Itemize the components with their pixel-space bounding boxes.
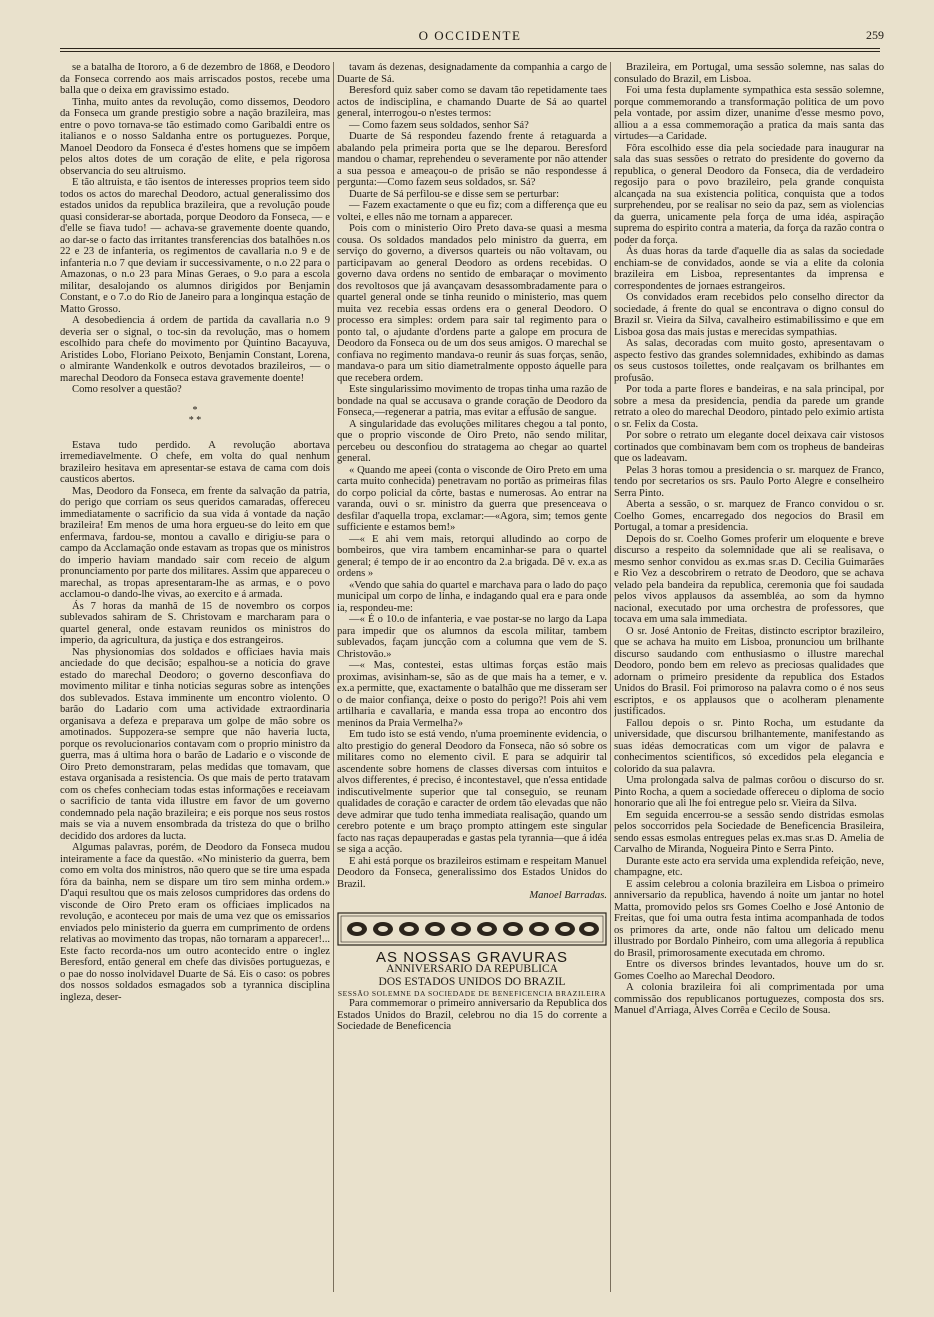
paragraph: Aberta a sessão, o sr. marquez de Franco convidou o sr. Coelho Gomes, encarregado dos negocios do Brasil em Portugal, a tomar a presidencia.: [614, 499, 884, 533]
decorative-ornament-band: [337, 912, 607, 946]
paragraph: Por toda a parte flores e bandeiras, e na sala principal, por sobre a mesa da presidencia, pendia da parede um grande retrato a oleo do marechal Deodoro, pintado pelo eximio artista o sr. Felix da Costa.: [614, 384, 884, 430]
paragraph: Fôra escolhido esse dia pela sociedade para inaugurar na sala das suas sessões o retrato do presidente do governo da republica, o general Deodoro da Fonseca, dia de verdadeiro regosijo para o povo brazileiro, pela grande conquista alcançada na sua existencia politica, conquista que a todos surprehendeu, por se realisar no seio da paz, sem as violencias da guerra, unicamente pela força de uma idéa, aspiração suprema do espirito contra a materia, da força da razão contra o poder da força.: [614, 142, 884, 246]
paragraph: A singularidade das evoluções militares chegou a tal ponto, que o proprio visconde de Oiro Preto, não sendo militar, percebeu ou desconfiou do stratagema ao chegar ao quartel general.: [337, 418, 607, 464]
paragraph: Nas physionomias dos soldados e officiaes havia mais anciedade do que decisão; espalhou-se a noticia do grave estado do marechal Deodoro; o governo desconfiava do movimento militar e tinha noticias seguras sobre as intenções dos sublevados. Estava imminente um encontro violento. O barão do Ladario com uma actividade extraordinaria organisava a defeza e preparava um golpe de mão sobre os amotinados. Suppozera-se sempre que não haveria lucta, porque os revolucionarios contavam com o proprio ministro da guerra, mas á ultima hora o barão de Ladario e o visconde de Oiro Preto demonstraram, pelas medidas que tomavam, que estava organisada a resistencia. Os que mais de perto tratavam com os chefes conheciam todas estas informações e receiavam o sacrificio de tanta vida illustre em favor de um governo condemnado pela nação brazileira; e eis porque nos seus rostos mais se via a nuvem ensombrada da tristeza do que o brilho decidido dos ardores da lucta.: [60, 646, 330, 842]
paragraph: Este singularissimo movimento de tropas tinha uma razão de bondade na qual se accusava o grande coração de Deodoro da Fonseca,—regenerar a patria, mas evitar a effusão de sangue.: [337, 384, 607, 418]
paragraph: —« E ahi vem mais, retorqui alludindo ao corpo de bombeiros, que vira tambem encaminhar-se para o quartel general; é tempo de ir ao encontro da 2.a brigada. Dê v. ex.a as ordens »: [337, 533, 607, 579]
paragraph: Como resolver a questão?: [72, 384, 182, 395]
paragraph: A desobediencia á ordem de partida da cavallaria n.o 9 deveria ser o signal, o toc-sin da revolução, mas o homem escolhido para chefe do movimento por Quintino Bacayuva, Aristides Lobo, Floriano Peixoto, Benjamin Constant, Lorena, o almirante Wandenkolk e outros devotados brazileiros, — o marechal Deodoro da Fonseca estava gravemente doente!: [60, 315, 330, 384]
article-columns: [60, 62, 884, 1292]
paragraph: —« É o 10.o de infanteria, e vae postar-se no largo da Lapa para impedir que os alumnos da escola militar, tambem sublevados, façam juncção com a columna que vem de S. Christovão.»: [337, 614, 607, 660]
paragraph: Mas, Deodoro da Fonseca, em frente da salvação da patria, do perigo que corriam os seus queridos camaradas, offereceu immediatamente o sacrificio da sua vida á vontade da nação brazileira! Em menos de uma hora ergueu-se do leito em que enfermava, fardou-se, montou a cavallo e dirigiu-se para o campo da Acclamação onde estavam as tropas que os ministros do imperio haviam mandado sair com receio de algum pronunciamento por parte dos militares. Assim que appareceu o marechal, as tropas apresentaram-lhe as armas, e o povo acclamou-o dando-lhe vivas, ao exercito e á armada.: [60, 485, 330, 600]
paragraph: Por sobre o retrato um elegante docel deixava cair vistosos cortinados que combinavam bem com os tropheus de bandeiras que os ladeavam.: [614, 430, 884, 464]
paragraph: Beresford quiz saber como se davam tão repetidamente taes actos de indisciplina, e chamando Duarte de Sá ao quartel general, interrogou-o n'estes termos:: [337, 85, 607, 119]
author-signature: Manoel Barradas.: [529, 890, 607, 901]
page-number: 259: [866, 28, 884, 42]
paragraph: Duarte de Sá perfilou-se e disse sem se perturbar:: [349, 188, 560, 200]
paragraph: se a batalha de Itororo, a 6 de dezembro de 1868, e Deodoro da Fonseca correndo aos mais arriscados postos, recebe uma balla que o deixa em gravissimo estado.: [60, 62, 330, 96]
paragraph: «Vendo que sahia do quartel e marchava para o lado do paço municipal um corpo de linha, e indagando qual era e para onde ia, respondeu-me:: [337, 579, 607, 614]
paragraph: Ás duas horas da tarde d'aquelle dia as salas da sociedade enchiam-se de convidados, aonde se via a elite da colonia brazileira em Lisboa, representantes da imprensa e correspondentes de jornaes estrangeiros.: [614, 246, 884, 292]
asterism-separator: * * *: [188, 404, 202, 426]
page-header: [60, 28, 884, 50]
header-rule: [60, 48, 880, 49]
paragraph: Depois do sr. Coelho Gomes proferir um eloquente e breve discurso a respeito da solemnidade que ali se realisava, o mesmo senhor convidou as ex.mas sr.as D. Cecilia Guimarães e Rio Vez a descobrirem o retrato de Deodoro, que se achava velado pela bandeira da republica, ceremonia que foi saudada pelos vivos applausos da assembléa, ao som da hymno nacional, executado por uma orchestra de professores, que tocava em uma sala immediata.: [614, 533, 884, 625]
paragraph: Tinha, muito antes da revolução, como dissemos, Deodoro da Fonseca um grande prestigio sobre a nação brazileira, mas entre o povo tornava-se tão estimado como Garibaldi entre os italianos e o nosso Saldanha entre os portuguezes. Porque, Manoel Deodoro da Fonseca é d'estes homens que se impõem pelos altos dotes de um coração de elite, e pela rigorosa observancia do seu altruismo.: [60, 96, 330, 177]
paragraph: O sr. José Antonio de Freitas, distincto escriptor brazileiro, que se achava ha muito em Lisboa, pronunciou um brilhante discurso saudando com enthusiasmo o illustre marechal Deodoro, pondo bem em relevo as preciosas qualidades que adornam o primeiro presidente da republica dos Estados Unidos do Brasil. Foi primoroso na palavra como o é nos seus escriptos, e os applausos que o acolheram plenamente justificados.: [614, 625, 884, 717]
paragraph: Pelas 3 horas tomou a presidencia o sr. marquez de Franco, tendo por secretarios os srs. Paulo Porto Alegre e conselheiro Serra Pinto.: [614, 464, 884, 499]
paragraph: Entre os diversos brindes levantados, houve um do sr. Gomes Coelho ao Marechal Deodoro.: [614, 959, 884, 982]
paragraph: « Quando me apeei (conta o visconde de Oiro Preto em uma carta muito conhecida) penetravam no portão as primeiras filas do corpo policial da côrte, bastas e numerosas. Ao entrar na varanda, ouvi o sr. ministro da guerra que presenceava o desfilar d'aquella tropa, exclamar:—«Agora, sim; temos gente sufficiente e estamos bem!»: [337, 464, 607, 533]
column-2: [337, 62, 607, 1292]
paragraph: Pois com o ministerio Oiro Preto dava-se quasi a mesma cousa. Os soldados mandados pelo ministro da guerra, em serviço do governo, a diversos quarteis ou não voltavam, ou participavam ao general Deodoro as ordens recebidas. O governo dava ordens no sentido de embaraçar o movimento dos revoltosos que já avançavam desassombradamente para o quartel general onde se tinha reunido o ministerio, mas quem muita vez recebia essas ordens era o general Deodoro. O processo era simples: ordem para sair tal regimento para o ponto tal, o ajudante d'ordens parte a galope em procura de Deodoro da Fonseca ou de um dos seus amigos. O marechal se confiava no regimento mandava-o reunir ás suas forças, senão, mandava-o para um sitio diametralmente opposto áquelle para que recebera ordem.: [337, 223, 607, 384]
paragraph: Duarte de Sá respondeu fazendo frente á retaguarda a abalando pela primeira porta que se lhe deparou. Beresford mandou o chamar, reprehendeu o severamente por não attender a sua pessoa e ameaçou-o de prisão se não respondesse á pergunta:—Como fazem seus soldados, sr. Sá?: [337, 131, 607, 188]
paragraph: Foi uma festa duplamente sympathica esta sessão solemne, porque commemorando a transformação politica de um povo pela vontade, por assim dizer, unanime d'esse mesmo povo, alliou a a essa commemoração a pratica da mais santa das virtudes—a Caridade.: [614, 85, 884, 142]
paragraph: Em tudo isto se está vendo, n'uma proeminente evidencia, o alto prestigio do general Deodoro da Fonseca, não só sobre os militares como no elemento civil. E para se adquirir tal ascendente sobre homens de classes diversas com intuitos e alvos differentes, é preciso, é incontestavel, que n'essa entidade indiscutivelmente superior que tal conseguio, se reunam qualidades de coração e caracter de ordem tão elevadas que não deve admirar que tudo tenha immediata realisação, quando um cerebro potente e um braço prompto attingem este singular facto nas raças depauperadas e gastas pela tyrannia—que á idéa se siga a acção.: [337, 729, 607, 855]
paragraph: E tão altruista, e tão isentos de interesses proprios teem sido todos os actos do marechal Deodoro, actual generalissimo dos estados unidos da republica brazileira, que a revolução poude quasi considerar-se abortada, porque Deodoro da Fonseca, — e d'elle se fiava tudo! — achava-se gravemente doente quando, ao dar-se o facto das irritantes transferencias dos batalhões n.os 22 e 23 de infanteria, os regimentos de cavallaria n.o 9 e de infanteria n.o 7 que deviam ir successivamente, o n.o 22 para o Amazonas, o n.o 23 para Minas Geraes, o 9.o para a escola militar, desalojando os alumnos dirigidos por Benjamin Constant, e o 7.o do Rio de Janeiro para a longinqua estação de Matto Grosso.: [60, 177, 330, 315]
paragraph: A colonia brazileira foi ali comprimentada por uma commissão dos republicanos portuguezes, composta dos srs. Manuel d'Arriaga, Alves Corrêa e Cecilo de Sousa.: [614, 982, 884, 1016]
paragraph: Os convidados eram recebidos pelo conselho director da sociedade, á frente do qual se encontrava o digno consul do Brazil sr. Vieira da Silva, cavalheiro estimabilissimo e que em Lisboa gosa das mais justas e merecidas sympathias.: [614, 292, 884, 338]
paragraph: E ahi está porque os brazileiros estimam e respeitam Manuel Deodoro da Fonseca, generalissimo dos Estados Unidos do Brazil.: [337, 855, 607, 890]
paragraph: As salas, decoradas com muito gosto, apresentavam o aspecto festivo das grandes solemnidades, exhibindo as damas os seus custosos toilettes, onde realçavam os brilhantes em profusão.: [614, 338, 884, 384]
section-subtitle: ANNIVERSARIO DA REPUBLICA: [386, 963, 558, 975]
header-rule-2: [60, 51, 880, 52]
column-1: [60, 62, 330, 1292]
paragraph: — Como fazem seus soldados, senhor Sá?: [349, 119, 529, 131]
section-subtitle: DOS ESTADOS UNIDOS DO BRAZIL: [378, 976, 566, 988]
paragraph: Para commemorar o primeiro anniversario da Republica dos Estados Unidos do Brazil, celebrou no dia 15 do corrente a Sociedade de Beneficencia: [337, 998, 607, 1032]
ornament-icon: [337, 912, 607, 946]
paragraph: tavam ás dezenas, designadamente da companhia a cargo de Duarte de Sá.: [337, 62, 607, 85]
paragraph: Brazileira, em Portugal, uma sessão solemne, nas salas do consulado do Brazil, em Lisboa.: [614, 62, 884, 85]
paragraph: Durante este acto era servida uma explendida refeição, neve, champagne, etc.: [614, 855, 884, 878]
paragraph: E assim celebrou a colonia brazileira em Lisboa o primeiro anniversario da republica, havendo á noite um jantar no hotel Matta, promovido pelos srs Gomes Coelho e José Antonio de Freitas, que foi uma outra festa intima acompanhada de todos os primores da arte, onde não faltou um delicado menu illustrado por Bordalo Pinheiro, com uma allegoria á republica do Brasil, primorosamente executada em chromo.: [614, 878, 884, 959]
paragraph: Uma prolongada salva de palmas corôou o discurso do sr. Pinto Rocha, a quem a sociedade offereceu o diploma de socio honorario que ali lhe foi entregue pelo sr. Vieira da Silva.: [614, 775, 884, 809]
paragraph: Ás 7 horas da manhã de 15 de novembro os corpos sublevados sahiram de S. Christovam e marcharam para o quartel general, onde estavam reunidos os ministros do imperio, da agricultura, da justiça e dos estrangeiros.: [60, 600, 330, 646]
section-subheading: SESSÃO SOLEMNE DA SOCIEDADE DE BENEFICENCIA BRAZILEIRA: [337, 989, 607, 998]
paragraph: Em seguida encerrou-se a sessão sendo distridas esmolas pelos soccorridos pela Sociedade de Beneficencia Brasileira, sendo essas esmolas entregues pelas ex.mas sr.as D. Amelia de Carvalho de Miranda, Nogueira Pinto e Serra Pinto.: [614, 809, 884, 855]
journal-title: O OCCIDENTE: [418, 28, 522, 43]
paragraph: Algumas palavras, porém, de Deodoro da Fonseca mudou inteiramente a face da questão. «No ministerio da guerra, bem como em volta dos ministros, não quero que se tire uma espada fóra da bainha, nem se dispare um tiro sem minha ordem.» D'aqui resultou que os mais zelosos cumpridores das ordens do visconde de Oiro Preto eram os officiaes implicados na revolução, e aconteceu por mais de uma vez que os emissarios enviados pelo ministerio da guerra em cumprimento de ordens relativas ao movimento das tropas, não tornaram a apparecer!... Este facto recorda-nos um outro acontecido entre o inglez Beresford, então general em chefe das divisões portuguezas, e o pae do nosso inolvidavel Duarte de Sá. Eis o caso: os pobres dos nossos soldados esmagados sob a tyrannica disciplina ingleza, deser-: [60, 842, 330, 1003]
section-title: AS NOSSAS GRAVURAS: [376, 948, 568, 966]
paragraph: — Fazem exactamente o que eu fiz; com a differença que eu voltei, e elles não me tornam a apparecer.: [337, 200, 607, 223]
column-3: [614, 62, 884, 1292]
paragraph: Estava tudo perdido. A revolução abortava irremediavelmente. O chefe, em volta do qual nenhum brazileiro hesitava em apresentar-se estava de cama com dois causticos abertos.: [60, 439, 330, 485]
paragraph: Fallou depois o sr. Pinto Rocha, um estudante da universidade, que discursou brilhantemente, manifestando as suas idéas democraticas com um vigor de palavra e conhecimentos scientificos, só excedidos pela elegancia e colorido da sua palavra.: [614, 717, 884, 775]
paragraph: —« Mas, contestei, estas ultimas forças estão mais proximas, avisinham-se, são as de que mais ha a temer, e v. ex.a permitte, que, exactamente o batalhão que me disseram ser o de maior confiança, deixe o posto do perigo?! Pois ahi vem artilharia e cavallaria, e manda essa tropa ao encontro dos meninos da Praia Vermelha?»: [337, 660, 607, 729]
